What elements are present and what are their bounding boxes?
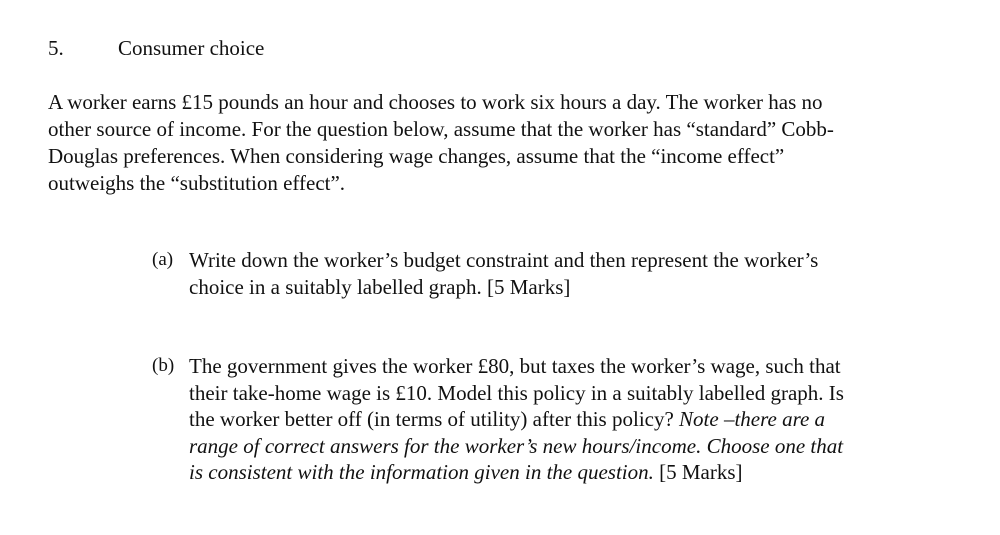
part-b-marks: [5 Marks] bbox=[653, 460, 743, 484]
part-b-line: The government gives the worker £80, but taxes the worker’s wage, such that bbox=[189, 354, 841, 378]
part-b-note-line: range of correct answers for the worker’s new hours/income. Choose one that bbox=[189, 433, 844, 458]
intro-line: A worker earns £15 pounds an hour and chooses to work six hours a day. The worker has no bbox=[48, 90, 823, 114]
question-title: Consumer choice bbox=[118, 36, 265, 60]
intro-line: other source of income. For the question below, assume that the worker has “standard” Cobb- bbox=[48, 117, 834, 141]
part-b-line3-plain: the worker better off (in terms of utility) after this policy? bbox=[189, 407, 680, 431]
question-number: 5. bbox=[48, 36, 64, 60]
intro-line: Douglas preferences. When considering wage changes, assume that the “income effect” bbox=[48, 144, 785, 168]
part-b bbox=[152, 353, 942, 486]
part-b-label: (b) bbox=[152, 355, 175, 376]
part-b-text bbox=[189, 353, 942, 486]
part-b-line bbox=[189, 406, 942, 433]
part-b-note-start: Note –there are a bbox=[679, 407, 826, 431]
part-a bbox=[152, 247, 942, 300]
part-b-line bbox=[189, 459, 942, 486]
part-a-line: Write down the worker’s budget constraint and then represent the worker’s bbox=[189, 248, 819, 272]
question-intro-paragraph bbox=[48, 89, 938, 197]
question-heading bbox=[48, 35, 264, 61]
part-b-note-end: is consistent with the information given in the question. bbox=[189, 460, 654, 484]
part-a-line: choice in a suitably labelled graph. [5 Marks] bbox=[189, 274, 571, 299]
part-a-text bbox=[189, 247, 942, 300]
part-b-line: their take-home wage is £10. Model this policy in a suitably labelled graph. Is bbox=[189, 380, 844, 405]
part-a-label: (a) bbox=[152, 249, 174, 270]
intro-line: outweighs the “substitution effect”. bbox=[48, 171, 346, 195]
